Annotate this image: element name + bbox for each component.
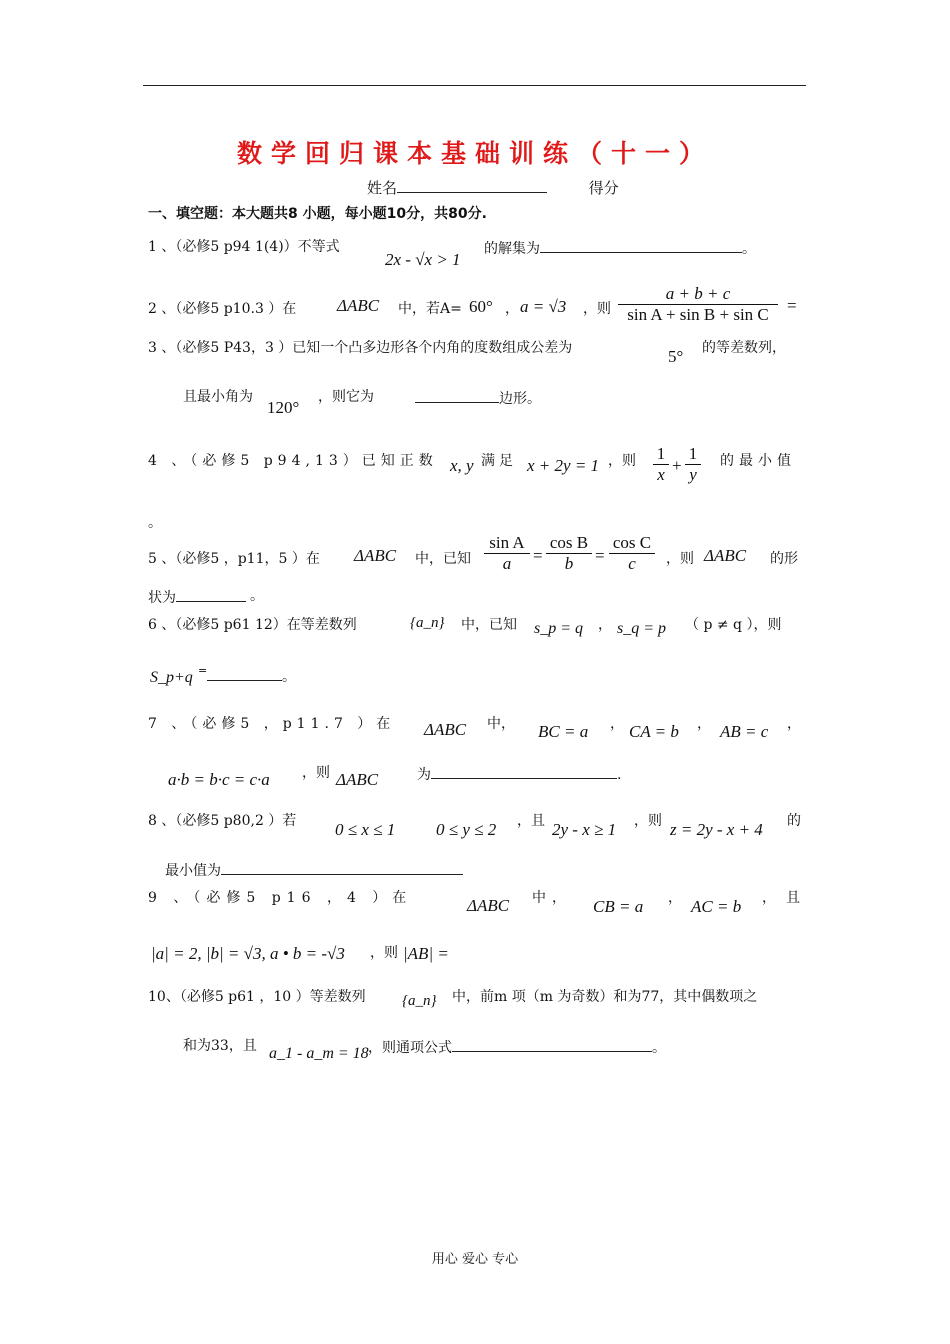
q6-cond-3: （ p ≠ q ），则 — [685, 617, 782, 633]
q6-cond-2: s_q = p — [617, 620, 667, 637]
page-footer: 用心 爱心 专心 — [431, 1252, 519, 1267]
q3-difference: 5° — [668, 347, 684, 366]
q1-inequality: 2x - √x > 1 — [385, 250, 461, 269]
q5-triangle-2: ΔABC — [704, 546, 747, 565]
q4-mid: 满足 — [481, 453, 517, 469]
question-5: 5 、（必修5 ，p11，5 ）在 — [148, 551, 320, 567]
q2-triangle: ΔABC — [337, 296, 380, 315]
q8-cond-3: 2y - x ≥ 1 — [552, 820, 617, 839]
q9-mid: 中， — [532, 890, 572, 906]
q5-line2: 状为 — [148, 585, 246, 607]
q2-angle: 60° — [469, 297, 493, 316]
q7-vector-2: CA = b — [629, 722, 679, 741]
q6-mid: 中，已知 — [461, 617, 517, 633]
q4-vars: x, y — [450, 456, 474, 475]
q8-end: 的 — [787, 813, 801, 829]
q6-answer-line: 。 — [207, 664, 296, 686]
header-rule — [143, 85, 806, 86]
q9-and: ，且 — [762, 890, 810, 906]
q2-a-value: a = √3 — [520, 297, 567, 316]
q9-triangle: ΔABC — [467, 896, 510, 915]
q8-cond-1: 0 ≤ x ≤ 1 — [335, 820, 396, 839]
q8-objective: z = 2y - x + 4 — [670, 820, 763, 839]
q2-mid: 中，若A= — [398, 301, 462, 317]
q9-result: |AB| = — [403, 944, 449, 963]
name-score-line — [367, 176, 619, 198]
q7-dot-products: a·b = b·c = c·a — [168, 770, 270, 789]
q6-answer-blank[interactable] — [207, 664, 282, 681]
q5-frac-1: $\frac{\text{sin A}}{a}$ — [484, 533, 530, 574]
q4-frac-2: $\frac{1}{y}$ — [685, 444, 701, 485]
q9-conditions: |a| = 2, |b| = √3, a • b = -√3 — [151, 944, 345, 963]
question-1: 1 、（必修5 p94 1(4)）不等式 — [148, 239, 340, 255]
q5-mid: 中，已知 — [415, 551, 471, 567]
q8-then: ，则 — [634, 813, 662, 829]
q7-then: ，则 — [302, 765, 330, 781]
q5-answer-blank[interactable] — [176, 585, 246, 602]
q4-end: 的最小值 — [720, 453, 796, 469]
q7-mid: 中， — [487, 716, 515, 732]
q3-line2: 且最小角为 — [183, 389, 253, 405]
q6-result: S_p+q — [150, 669, 193, 686]
question-9: 9 、（必修5 p16 ，4 ）在 — [148, 890, 413, 906]
q8-mid: ，且 — [517, 813, 545, 829]
q4-then: ，则 — [608, 453, 636, 469]
q7-answer-line: 为 . — [417, 762, 621, 784]
q10-line2: 和为33，且 — [183, 1038, 257, 1054]
q3-then: ，则它为 — [318, 389, 374, 405]
q3-answer-line: 边形。 — [415, 386, 541, 408]
q9-vector-2: AC = b — [691, 897, 742, 916]
q8-cond-2: 0 ≤ y ≤ 2 — [436, 820, 497, 839]
q5-frac-3: $\frac{\text{cos C}}{c}$ — [609, 533, 655, 574]
name-blank[interactable] — [397, 176, 547, 193]
q10-sequence: {a_n} — [402, 993, 437, 1009]
q6-sequence: {a_n} — [410, 615, 445, 631]
section-heading: 一、填空题：本大题共8 小题，每小题10分，共80分. — [148, 206, 487, 222]
q4-condition: x + 2y = 1 — [527, 456, 600, 475]
score-label: 得分 — [588, 179, 619, 197]
q2-equals: = — [787, 296, 797, 315]
q1-answer-blank[interactable] — [540, 236, 742, 253]
q5-end: 的形 — [770, 551, 798, 567]
q2-then: ，则 — [583, 301, 611, 317]
q5-then: ，则 — [666, 551, 694, 567]
q10-answer-blank[interactable] — [452, 1035, 652, 1052]
q9-vector-1: CB = a — [593, 897, 644, 916]
q5-frac-2: $\frac{\text{cos B}}{b}$ — [546, 533, 592, 574]
q6-cond-1: s_p = q — [534, 620, 584, 637]
q7-triangle-2: ΔABC — [336, 770, 379, 789]
q7-answer-blank[interactable] — [431, 762, 617, 779]
q7-vector-3: AB = c — [720, 722, 769, 741]
q3-min-angle: 120° — [267, 398, 300, 417]
q2-fraction: $\frac{a + b + c}{\text{sin A + sin B + sin C}}$ — [618, 284, 778, 325]
q8-line2: 最小值为 — [165, 858, 463, 880]
q9-then: ，则 — [370, 945, 398, 961]
q4-plus: + — [672, 456, 682, 475]
q3-answer-blank[interactable] — [415, 386, 499, 403]
q10-condition: a_1 - a_m = 18 — [269, 1045, 369, 1062]
q4-frac-1: $\frac{1}{x}$ — [653, 444, 669, 485]
q10-mid: 中，前m 项（m 为奇数）和为77，其中偶数项之 — [452, 989, 758, 1005]
question-2: 2 、（必修5 p10.3 ）在 — [148, 301, 297, 317]
q5-triangle: ΔABC — [354, 546, 397, 565]
name-label: 姓名 — [367, 179, 398, 197]
question-7: 7 、（必修5 ，p11.7 ）在 — [148, 716, 396, 732]
q2-sep: ， — [505, 301, 519, 317]
question-8: 8 、（必修5 p80,2 ）若 — [148, 813, 297, 829]
question-4: 4 、（必修5 p94,13）已知正数 — [148, 453, 438, 469]
question-10: 10、（必修5 p61 ，10 ）等差数列 — [148, 989, 366, 1005]
question-6: 6 、（必修5 p61 12）在等差数列 — [148, 617, 357, 633]
q10-answer-line: ，则通项公式 。 — [368, 1035, 666, 1057]
q7-vector-1: BC = a — [538, 722, 589, 741]
q8-answer-blank[interactable] — [221, 858, 463, 875]
page-title: 数学回归课本基础训练（十一） — [236, 139, 713, 168]
q3-line1-end: 的等差数列， — [702, 340, 786, 356]
q4-end-punct: 。 — [148, 515, 162, 531]
q1-text: 的解集为 。 — [484, 236, 756, 258]
question-3: 3 、（必修5 P43，3 ）已知一个凸多边形各个内角的度数组成公差为 — [148, 340, 573, 356]
q7-triangle: ΔABC — [424, 720, 467, 739]
